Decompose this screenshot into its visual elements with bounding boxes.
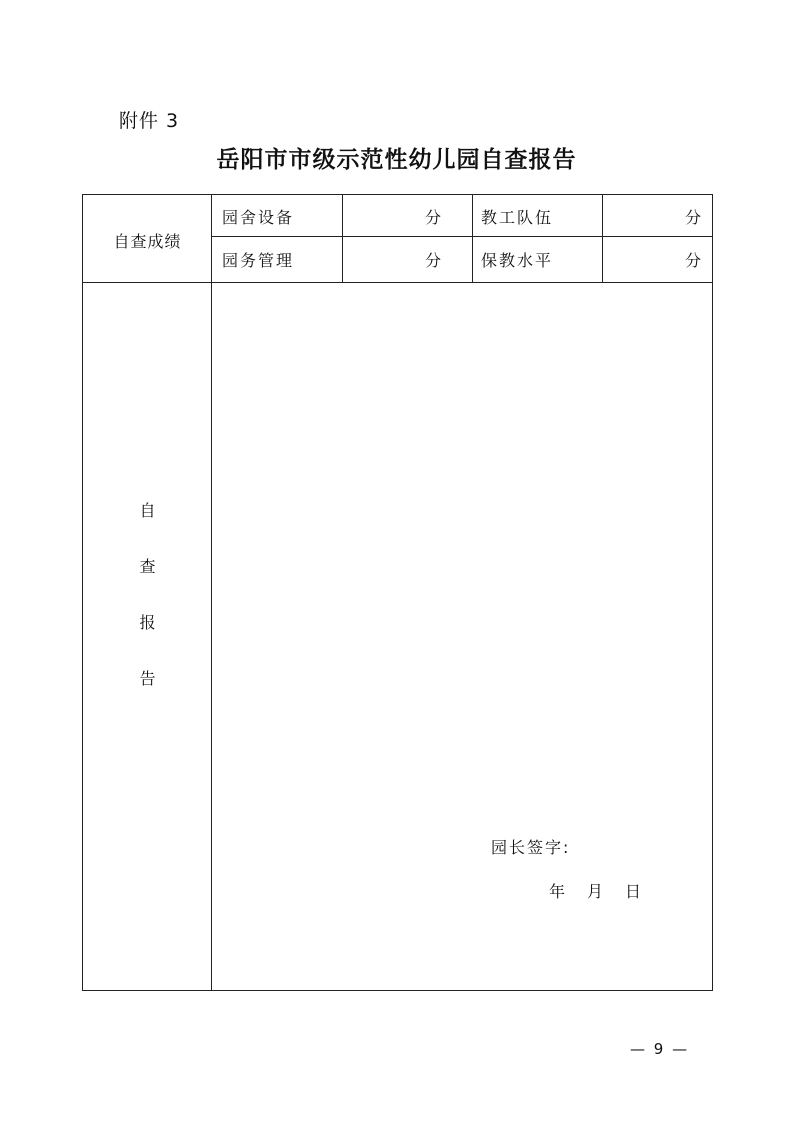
facilities-label: 园舍设备 (222, 208, 295, 227)
staff-score-unit: 分 (685, 208, 702, 227)
facilities-score-unit: 分 (425, 208, 442, 227)
document-title: 岳阳市市级示范性幼儿园自查报告 (216, 146, 577, 173)
score-row-divider (211, 236, 712, 237)
score-col-divider-3 (602, 195, 603, 283)
label-column-divider (211, 195, 212, 990)
attachment-label: 附件 3 (119, 110, 180, 132)
principal-signature-label: 园长签字: (491, 838, 571, 857)
page-number: — 9 — (630, 1040, 690, 1058)
score-section-label: 自查成绩 (113, 232, 182, 251)
score-col-divider-1 (342, 195, 343, 283)
score-section-divider (83, 282, 712, 283)
report-label-char-3: 报 (139, 613, 156, 632)
management-label: 园务管理 (222, 251, 295, 270)
staff-label: 教工队伍 (481, 208, 554, 227)
report-label-char-4: 告 (139, 669, 156, 688)
report-label-char-2: 查 (139, 557, 156, 576)
education-quality-label: 保教水平 (481, 251, 554, 270)
score-col-divider-2 (472, 195, 473, 283)
date-year-label: 年 (549, 882, 566, 901)
date-month-label: 月 (587, 882, 604, 901)
education-quality-score-unit: 分 (685, 251, 702, 270)
date-day-label: 日 (625, 882, 642, 901)
report-label-char-1: 自 (139, 501, 156, 520)
management-score-unit: 分 (425, 251, 442, 270)
self-check-form-table (82, 194, 713, 991)
